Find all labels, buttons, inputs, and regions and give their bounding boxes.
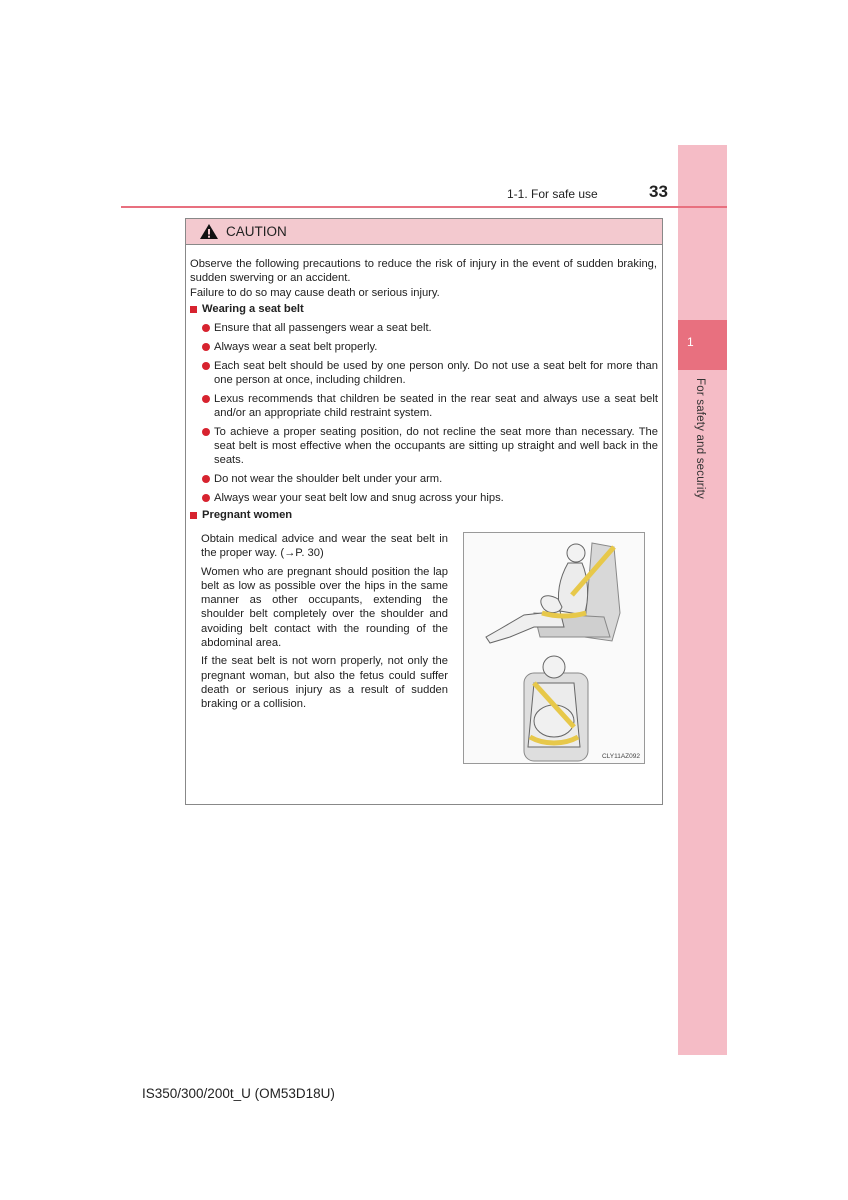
header-rule — [121, 206, 727, 208]
page-number: 33 — [649, 182, 668, 201]
seat-belt-illustration — [463, 532, 645, 764]
bullet-dot-icon — [202, 362, 210, 370]
pregnant-woman-seatbelt-drawing — [464, 533, 644, 763]
bullet-dot-icon — [202, 475, 210, 483]
list-item — [200, 340, 658, 354]
list-item — [200, 491, 658, 505]
subheading-label: Wearing a seat belt — [202, 303, 304, 315]
list-item-text: Always wear your seat belt low and snug across your hips. — [214, 491, 504, 504]
footer-model-code: IS350/300/200t_U (OM53D18U) — [142, 1086, 335, 1101]
illustration-code: CLY11AZ092 — [601, 753, 640, 760]
list-item-text: Each seat belt should be used by one person only. Do not use a seat belt for more than one person at once, including children. — [214, 359, 658, 386]
list-item-text: Do not wear the shoulder belt under your arm. — [214, 473, 443, 486]
caution-header — [186, 219, 662, 245]
chapter-number: 1 — [687, 335, 694, 349]
paragraph: Women who are pregnant should position the lap belt as low as possible over the hips in the same manner as other occupants, extending the shoulder belt completely over the shoulder and avoiding belt contact with the rounding of the abdominal area. — [201, 565, 448, 650]
list-item — [200, 359, 658, 388]
pregnant-women-text — [201, 532, 448, 716]
list-item-text: To achieve a proper seating position, do not recline the seat more than necessary. The seat belt is most effective when the occupants are sitting up straight and well back in the seats. — [214, 425, 658, 467]
list-item — [200, 392, 658, 421]
subheading-pregnant-women — [190, 509, 292, 521]
list-item — [200, 425, 658, 468]
caution-intro — [190, 257, 657, 300]
list-item-text: Lexus recommends that children be seated in the rear seat and always use a seat belt and/or an appropriate child restraint system. — [214, 392, 658, 419]
warning-triangle-icon — [199, 223, 219, 240]
caution-title: CAUTION — [226, 224, 287, 239]
chapter-side-tab — [678, 145, 727, 1055]
list-item — [200, 321, 658, 335]
paragraph: Obtain medical advice and wear the seat belt in the proper way. (→P. 30) — [201, 533, 448, 560]
intro-line: Failure to do so may cause death or serious injury. — [190, 286, 440, 299]
section-title: 1-1. For safe use — [507, 187, 598, 201]
intro-line: Observe the following precautions to reduce the risk of injury in the event of sudden braking, sudden swerving or an accident. — [190, 258, 657, 285]
chapter-title: For safety and security — [694, 378, 706, 499]
list-item — [200, 472, 658, 486]
bullet-dot-icon — [202, 324, 210, 332]
square-bullet-icon — [190, 306, 197, 313]
list-item-text: Always wear a seat belt properly. — [214, 340, 378, 353]
list-item-text: Ensure that all passengers wear a seat belt. — [214, 322, 432, 334]
seat-belt-bullet-list — [200, 321, 658, 510]
subheading-seat-belt — [190, 303, 304, 315]
chapter-tab-active[interactable] — [678, 320, 727, 370]
paragraph: If the seat belt is not worn properly, not only the pregnant woman, but also the fetus could suffer death or serious injury as a result of sudden braking or a collision. — [201, 655, 448, 711]
subheading-label: Pregnant women — [202, 509, 293, 521]
bullet-dot-icon — [202, 494, 210, 502]
square-bullet-icon — [190, 512, 197, 519]
bullet-dot-icon — [202, 343, 210, 351]
bullet-dot-icon — [202, 395, 210, 403]
bullet-dot-icon — [202, 428, 210, 436]
